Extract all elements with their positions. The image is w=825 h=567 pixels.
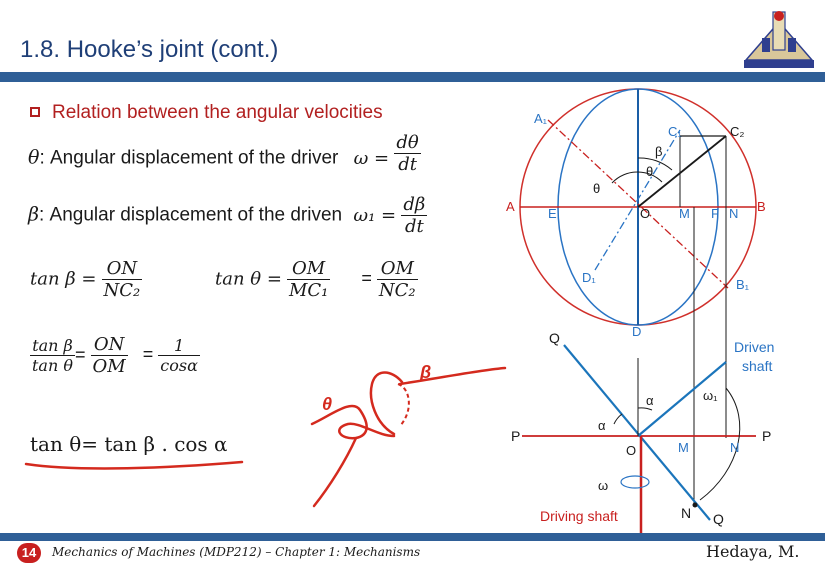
sketch-driven-shaft (400, 368, 505, 384)
label-f: F (711, 206, 719, 221)
subheading: Relation between the angular velocities (52, 102, 383, 123)
omega1-fraction (401, 194, 427, 237)
label-a: A (506, 199, 515, 214)
ratio-3-numerator: 1 (158, 336, 200, 356)
ratio-2-denominator: OM (92, 356, 126, 377)
label-alpha-a: α (598, 418, 606, 433)
label-n-low: N (681, 505, 692, 521)
beta-symbol: β (28, 203, 39, 226)
label-q-bottom: Q (713, 511, 724, 527)
label-n-top: N (729, 206, 739, 221)
ratio-3-denominator: cosα (160, 356, 198, 375)
omega1-lhs: ω₁ = (353, 204, 397, 226)
beta-arc (638, 158, 672, 170)
n-point (693, 503, 698, 508)
handwritten-annotations (0, 340, 520, 510)
label-c2: C₂ (730, 124, 745, 139)
label-driven-line1: Driven (734, 339, 775, 355)
sketch-driving-shaft (314, 438, 356, 506)
label-p-right: P (762, 428, 772, 444)
result-underline (26, 462, 242, 468)
tan-theta-2-denominator: NC₂ (378, 280, 416, 301)
omega1-denominator: dt (404, 216, 424, 237)
page-number-badge: 14 (17, 543, 41, 563)
theta-description: : Angular displacement of the driver (39, 147, 339, 169)
omega-fraction (394, 132, 420, 175)
omega1-numerator: dβ (403, 194, 426, 215)
label-d: D (632, 324, 642, 339)
footer-course-text: Mechanics of Machines (MDP212) – Chapter 1: Mechanisms (52, 545, 421, 559)
label-p-left: P (511, 428, 521, 444)
bullet-icon (30, 107, 40, 117)
alpha-arc-top (638, 408, 652, 410)
tan-theta-fraction-2 (377, 258, 418, 301)
label-e: E (548, 206, 557, 221)
sketch-theta-label: θ (322, 394, 333, 414)
tan-theta-lhs: tan θ = (215, 268, 282, 290)
label-omega1: ω₁ (703, 388, 718, 403)
sketch-fork (371, 373, 402, 435)
omega-lhs: ω = (353, 147, 390, 169)
slide-title: 1.8. Hooke’s joint (cont.) (20, 36, 279, 63)
label-beta: β (655, 144, 663, 159)
label-omega: ω (598, 478, 609, 493)
label-m-bottom: M (678, 440, 689, 455)
footer-divider (0, 533, 825, 541)
label-b: B (757, 199, 766, 214)
hookes-joint-diagram (500, 86, 825, 533)
ratio-numerator: tan β (30, 336, 75, 356)
result-equation: tan θ= tan β . cos α (30, 432, 228, 456)
label-q-top: Q (549, 330, 560, 346)
omega-denominator: dt (398, 154, 417, 175)
sketch-beta-arc (398, 384, 409, 426)
omega-numerator: dθ (396, 132, 419, 153)
label-theta-a: θ (646, 164, 654, 179)
ratio-denominator: tan θ (32, 356, 73, 375)
tan-beta-fraction (102, 258, 143, 301)
label-o-top: O (640, 206, 651, 221)
sketch-beta-label: β (420, 362, 432, 382)
university-logo (740, 4, 818, 70)
ratio-equals-2: = (142, 344, 154, 365)
label-theta-b: θ (593, 181, 601, 196)
tan-theta-denominator: MC₁ (288, 280, 329, 301)
label-n-bottom: N (730, 440, 740, 455)
label-driving-shaft: Driving shaft (540, 508, 618, 524)
ratio-2-numerator: ON (91, 334, 128, 356)
tan-beta-lhs: tan β = (30, 268, 97, 290)
alpha-arc-left (614, 414, 622, 424)
author-name: Hedaya, M. (706, 542, 800, 561)
equals-sign: = (361, 268, 372, 289)
label-o-bottom: O (626, 443, 637, 458)
label-c1: C₁ (668, 124, 682, 139)
label-d1: D₁ (582, 270, 596, 285)
label-b1: B₁ (736, 277, 750, 292)
tan-theta-equation (215, 258, 418, 301)
theta-definition (28, 132, 421, 175)
tan-theta-2-numerator: OM (377, 258, 418, 280)
label-a1: A₁ (534, 111, 548, 126)
beta-definition (28, 194, 427, 237)
tan-beta-equation (30, 258, 142, 301)
q-line (564, 345, 710, 520)
label-driven-line2: shaft (742, 358, 773, 374)
tan-beta-denominator: NC₂ (103, 280, 141, 301)
label-m-top: M (679, 206, 690, 221)
tan-beta-numerator: ON (102, 258, 143, 280)
beta-description: : Angular displacement of the driven (38, 204, 343, 226)
omega-rotation-icon (621, 476, 649, 488)
label-alpha-b: α (646, 393, 654, 408)
title-divider (0, 72, 825, 82)
tan-theta-fraction (287, 258, 330, 301)
tan-theta-numerator: OM (287, 258, 330, 280)
theta-arc-left (612, 172, 638, 183)
theta-symbol: θ (28, 146, 40, 169)
ratio-equals: = (75, 344, 86, 365)
